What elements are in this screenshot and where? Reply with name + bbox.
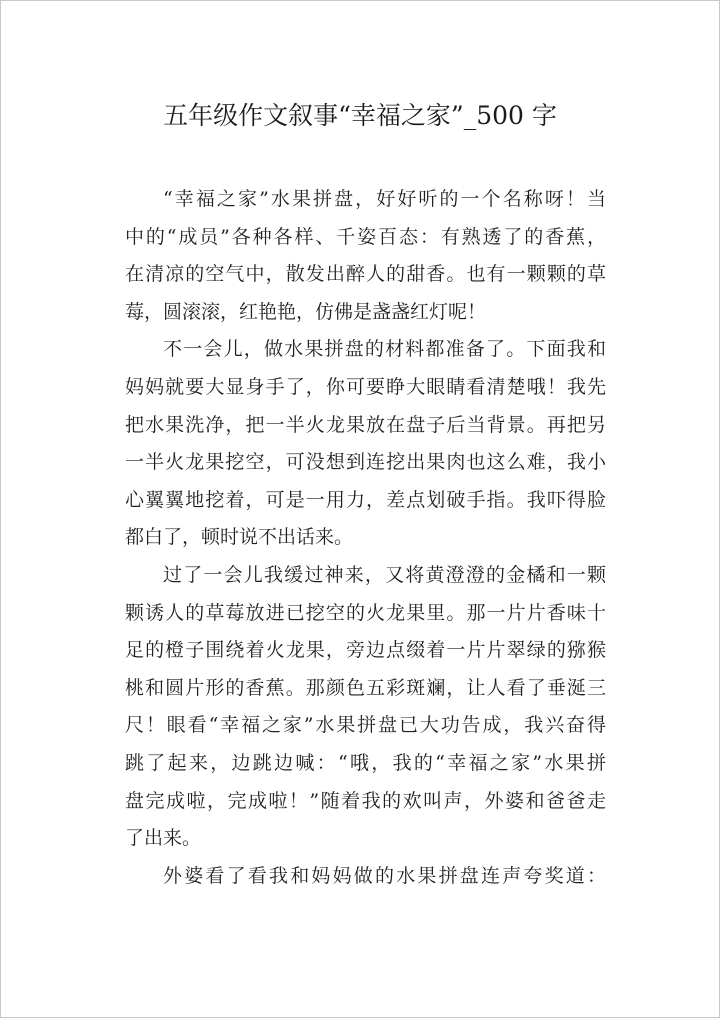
text-line: 把水果洗净，把一半火龙果放在盘子后当背景。再把另 [125, 413, 606, 436]
text-line: 莓，圆滚滚，红艳艳，仿佛是盏盏红灯呢！ [125, 300, 487, 323]
text-line: 过了一会儿我缓过神来，又将黄澄澄的金橘和一颗 [163, 563, 606, 586]
text-line: 在清凉的空气中，散发出醉人的甜香。也有一颗颗的草 [125, 263, 606, 286]
text-line: 尺！眼看“幸福之家”水果拼盘已大功告成，我兴奋得 [125, 714, 606, 737]
text-line: 都白了，顿时说不出话来。 [125, 526, 354, 549]
text-line: 心翼翼地挖着，可是一用力，差点划破手指。我吓得脸 [125, 488, 606, 511]
text-line: 桃和圆片形的香蕉。那颜色五彩斑斓，让人看了垂涎三 [125, 676, 606, 699]
text-line: 盘完成啦，完成啦！”随着我的欢叫声，外婆和爸爸走 [125, 789, 606, 812]
paragraph-1 [125, 181, 606, 331]
text-line: 妈妈就要大显身手了，你可要睁大眼睛看清楚哦！我先 [125, 375, 606, 398]
text-line: 外婆看了看我和妈妈做的水果拼盘连声夸奖道： [163, 864, 606, 887]
paragraph-4 [125, 858, 606, 896]
document-body [125, 181, 606, 895]
document-title: 五年级作文叙事“幸福之家”_500 字 [163, 101, 557, 130]
paragraph-3 [125, 557, 606, 858]
text-line: 一半火龙果挖空，可没想到连挖出果肉也这么难，我小 [125, 451, 606, 474]
text-line: 中的“成员”各种各样、千姿百态：有熟透了的香蕉， [125, 225, 606, 248]
text-line: 不一会儿，做水果拼盘的材料都准备了。下面我和 [163, 338, 606, 361]
text-line: 颗诱人的草莓放进已挖空的火龙果里。那一片片香味十 [125, 601, 606, 624]
paragraph-2 [125, 331, 606, 557]
text-line: 跳了起来，边跳边喊：“哦，我的“幸福之家”水果拼 [125, 751, 606, 774]
text-line: “幸福之家”水果拼盘，好好听的一个名称呀！当 [163, 188, 606, 210]
text-line: 足的橙子围绕着火龙果，旁边点缀着一片片翠绿的猕猴 [125, 639, 606, 662]
text-line: 了出来。 [125, 827, 202, 850]
